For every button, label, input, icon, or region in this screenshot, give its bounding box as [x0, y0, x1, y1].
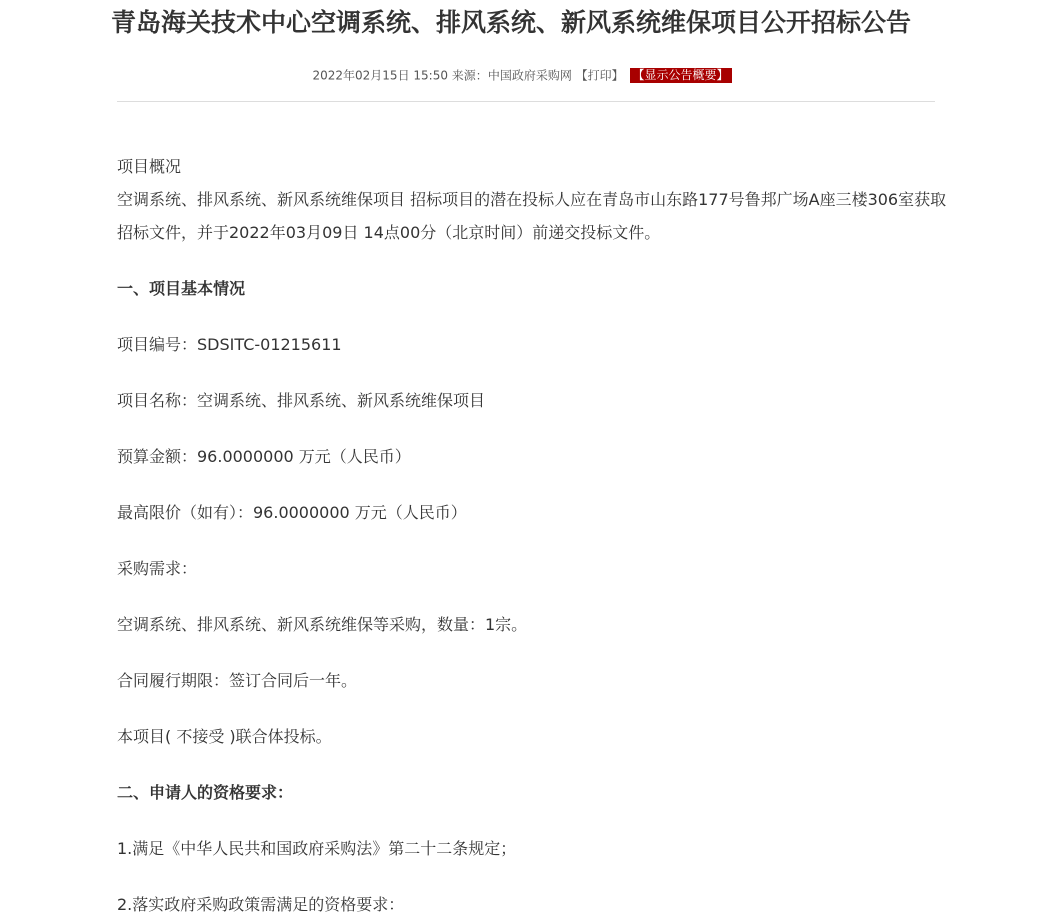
- show-summary-button[interactable]: 【显示公告概要】: [630, 68, 732, 83]
- consortium-note: 本项目( 不接受 )联合体投标。: [117, 727, 332, 746]
- contract-period: 合同履行期限：签订合同后一年。: [117, 671, 358, 690]
- budget-amount: 预算金额：96.0000000 万元（人民币）: [117, 447, 411, 466]
- section-qualification-heading: 二、申请人的资格要求：: [117, 783, 294, 802]
- publish-datetime: 2022年02月15日 15:50: [312, 68, 448, 83]
- announcement-body: [117, 150, 947, 921]
- demand-label: 采购需求：: [117, 559, 198, 578]
- print-link[interactable]: 【打印】: [575, 68, 624, 83]
- project-name: 项目名称：空调系统、排风系统、新风系统维保项目: [117, 391, 486, 410]
- overview-text: 空调系统、排风系统、新风系统维保项目 招标项目的潜在投标人应在青岛市山东路177号鲁邦广场A座三楼306室获取招标文件，并于2022年03月09日 14点00分（北京时间）前递交投标文件。: [117, 190, 947, 242]
- section-basic-info-heading: 一、项目基本情况: [117, 279, 246, 298]
- title-divider: [117, 101, 935, 102]
- source-name: 中国政府采购网: [487, 68, 572, 83]
- demand-text: 空调系统、排风系统、新风系统维保等采购，数量：1宗。: [117, 615, 528, 634]
- overview-heading: 项目概况: [117, 157, 182, 176]
- requirement-2: 2.落实政府采购政策需满足的资格要求：: [117, 895, 405, 914]
- requirement-1: 1.满足《中华人民共和国政府采购法》第二十二条规定；: [117, 839, 517, 858]
- page-title: 青岛海关技术中心空调系统、排风系统、新风系统维保项目公开招标公告: [110, 8, 911, 37]
- max-price: 最高限价（如有）：96.0000000 万元（人民币）: [117, 503, 467, 522]
- project-number: 项目编号：SDSITC-01215611: [117, 335, 342, 354]
- source-label: 来源：: [451, 68, 488, 83]
- article-meta: [0, 66, 1044, 85]
